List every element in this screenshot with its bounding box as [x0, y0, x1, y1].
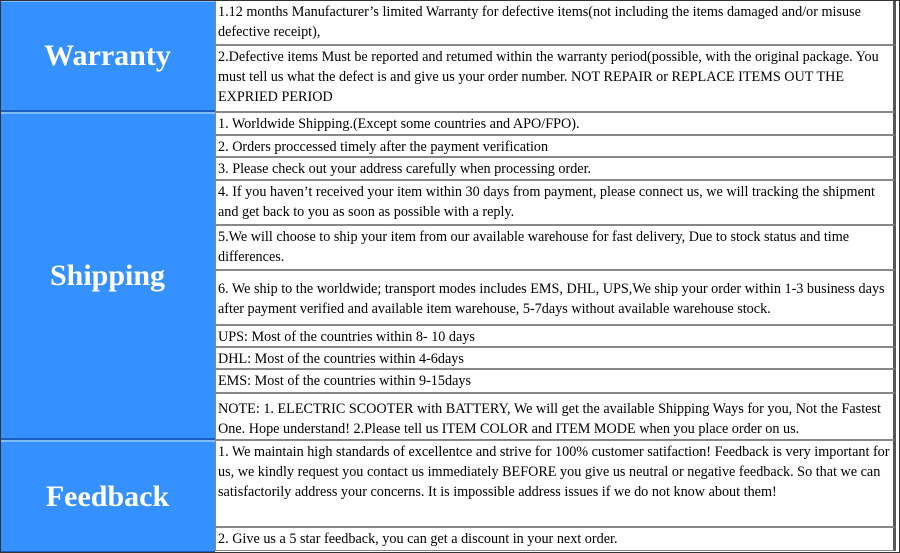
shipping-heading: Shipping [0, 112, 215, 440]
shipping-item-1: 1. Worldwide Shipping.(Except some countries and APO/FPO). [215, 112, 896, 135]
shipping-section [0, 112, 900, 440]
feedback-items [215, 440, 900, 553]
shipping-item-ems: EMS: Most of the countries within 9-15days [215, 369, 896, 393]
warranty-section [0, 0, 900, 112]
warranty-item-2: 2.Defective items Must be reported and retumed within the warranty period(possible, with the original package. You must tell us what the defect is and give us your order number. NOT REPAIR or REPLACE ITEMS OUT THE EXPRIED PERIOD [215, 45, 896, 112]
feedback-section [0, 440, 900, 553]
warranty-item-1: 1.12 months Manufacturer’s limited Warranty for defective items(not including the items damaged and/or misuse defective receipt), [215, 0, 896, 45]
shipping-item-ups: UPS: Most of the countries within 8- 10 days [215, 325, 896, 347]
shipping-item-6: 6. We ship to the worldwide; transport modes includes EMS, DHL, UPS,We ship your order within 1-3 business days after payment verified and available item warehouse, 5-7days without available warehouse stock. [215, 270, 896, 325]
shipping-note: NOTE: 1. ELECTRIC SCOOTER with BATTERY, We will get the available Shipping Ways for you, Not the Fastest One. Hope understand! 2.Please tell us ITEM COLOR and ITEM MODE when you place order on us. [215, 393, 896, 440]
feedback-heading: Feedback [0, 440, 215, 553]
warranty-heading: Warranty [0, 0, 215, 112]
warranty-items [215, 0, 900, 112]
shipping-item-4: 4. If you haven’t received your item within 30 days from payment, please connect us, we will tracking the shipment and get back to you as soon as possible with a reply. [215, 180, 896, 225]
shipping-item-dhl: DHL: Most of the countries within 4-6days [215, 347, 896, 369]
shipping-items [215, 112, 900, 440]
feedback-item-2: 2. Give us a 5 star feedback, you can get a discount in your next order. [215, 527, 896, 551]
feedback-item-1: 1. We maintain high standards of excellentce and strive for 100% customer satifaction! Feedback is very important for us, we kindly request you contact us immediately BEFORE you give us neutral or negative feedback. So that we can satisfactorily address your concerns. It is impossible address issues if we do not know about them! [215, 440, 896, 527]
shipping-item-3: 3. Please check out your address carefully when processing order. [215, 157, 896, 180]
shipping-item-2: 2. Orders proccessed timely after the payment verification [215, 135, 896, 157]
shipping-item-5: 5.We will choose to ship your item from our available warehouse for fast delivery, Due to stock status and time differences. [215, 225, 896, 270]
